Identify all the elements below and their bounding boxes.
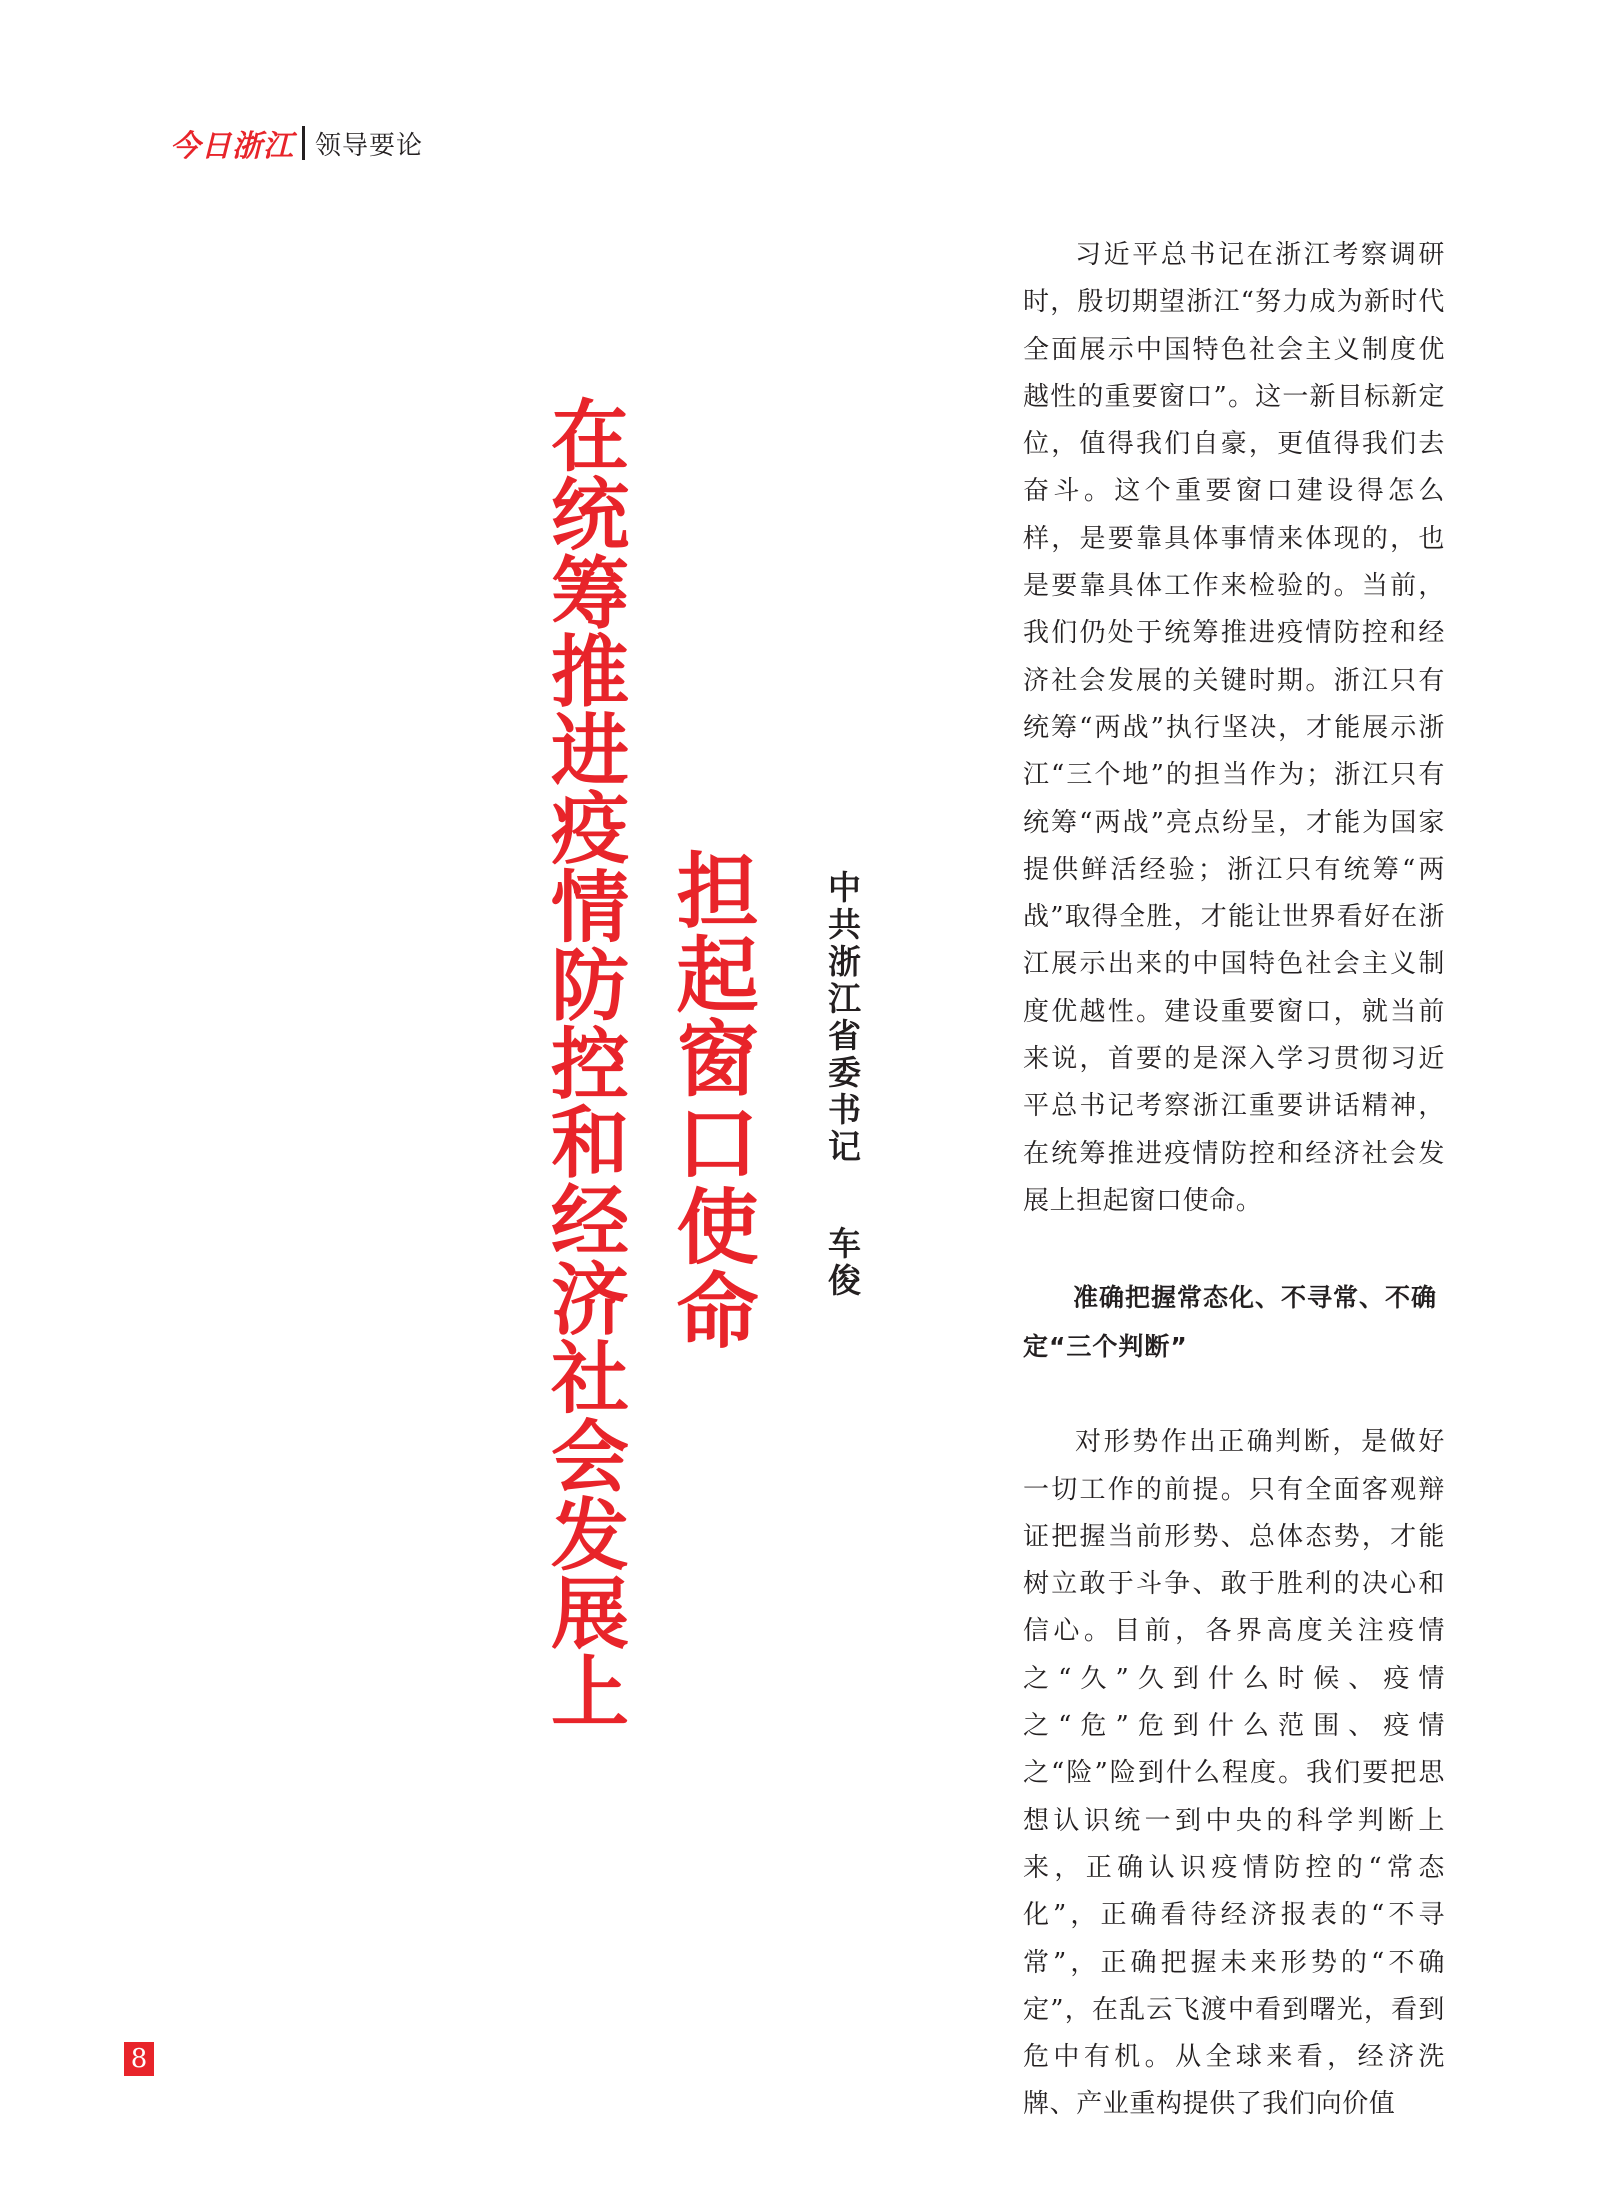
header-divider <box>302 126 305 160</box>
body-column <box>1023 232 1445 2129</box>
page-header <box>170 120 423 166</box>
author-role: 中共浙江省委书记 <box>823 870 862 1166</box>
article-subtitle: 担起窗口使命 <box>663 848 758 1352</box>
section-subheading: 准确把握常态化、不寻常、不确定“三个判断” <box>1023 1283 1438 1362</box>
section-name: 领导要论 <box>315 130 424 161</box>
page-number: 8 <box>124 2042 154 2076</box>
paragraph-1: 习近平总书记在浙江考察调研时，殷切期望浙江“努力成为新时代全面展示中国特色社会主义制度优越性的重要窗口”。这一新目标新定位，值得我们自豪，更值得我们去奋斗。这个重要窗口建设得怎么样，是要靠具体事情来体现的，也是要靠具体工作来检验的。当前，我们仍处于统筹推进疫情防控和经济社会发展的关键时期。浙江只有统筹“两战”执行坚决，才能展示浙江“三个地”的担当作为；浙江只有统筹“两战”亮点纷呈，才能为国家提供鲜活经验；浙江只有统筹“两战”取得全胜，才能让世界看好在浙江展示出来的中国特色社会主义制度优越性。建设重要窗口，就当前来说，首要的是深入学习贯彻习近平总书记考察浙江重要讲话精神，在统筹推进疫情防控和经济社会发展上担起窗口使命。 <box>1023 240 1445 1216</box>
article-title: 在统筹推进疫情防控和经济社会发展上 <box>538 395 628 1730</box>
magazine-logo: 今日浙江 <box>170 129 294 164</box>
author-name: 车俊 <box>823 1226 862 1300</box>
paragraph-2: 对形势作出正确判断，是做好一切工作的前提。只有全面客观辩证把握当前形势、总体态势，才能树立敢于斗争、敢于胜利的决心和信心。目前，各界高度关注疫情之“久”久到什么时候、疫情之“危”危到什么范围、疫情之“险”险到什么程度。我们要把思想认识统一到中央的科学判断上来，正确认识疫情防控的“常态化”，正确看待经济报表的“不寻常”，正确把握未来形势的“不确定”，在乱云飞渡中看到曙光，看到危中有机。从全球来看，经济洗牌、产业重构提供了我们向价值 <box>1023 1427 1445 2120</box>
author-byline <box>822 870 862 1300</box>
